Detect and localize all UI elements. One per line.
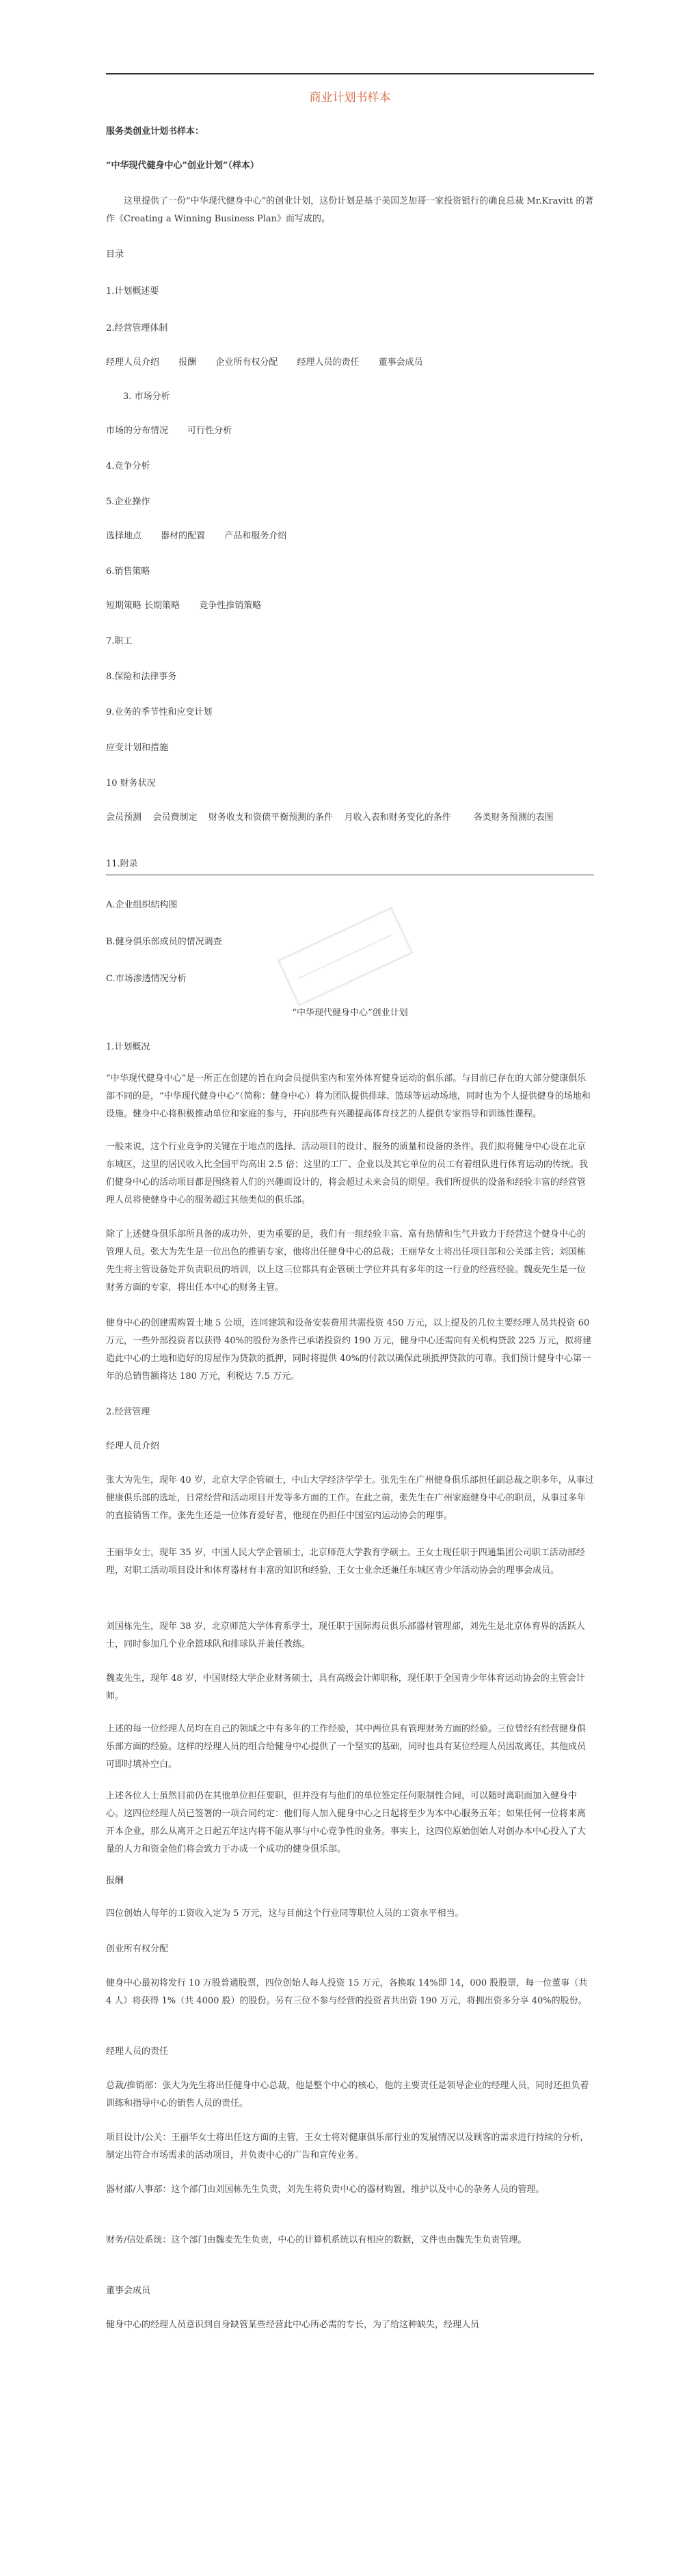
paragraph: 刘国栋先生，现年 38 岁，北京师范大学体育系学士，现任职于国际海员俱乐部器材管理部，刘先生是北京体育界的活跃人士，同时参加几个业余篮球队和排球队并兼任教练。 — [106, 1621, 585, 1649]
toc-sub-item: 选择地点 — [106, 531, 142, 541]
toc-item: 3. 市场分析 — [123, 392, 170, 402]
subsection-heading: 创业所有权分配 — [106, 1944, 169, 1954]
paragraph: 张大为先生，现年 40 岁，北京大学企管硕士，中山大学经济学学士。张先生在广州健身俱乐部担任副总裁之职多年，从事过健康俱乐部的选址，日常经营和活动项目开发等多方面的工作。在此之前，张先生在广州家庭健身中心的职员，从事过多年的直接销售工作。张先生还是一位体育爱好者，他现在仍担任中国室内运动协会的理事。 — [106, 1475, 594, 1521]
toc-item: 5.企业操作 — [106, 497, 150, 507]
paragraph: 健身中心最初将发行 10 万股普通股票，四位创始人每人投资 15 万元，各换取 14%即 14，000 股股票，每一位董事（共 4 人）将获得 1%（共 4000 股）的股份。另有三位不参与经营的投资者共出资 190 万元，将拥出资多分享 40%的股份。 — [106, 1978, 588, 2006]
paragraph: 魏麦先生，现年 48 岁，中国财经大学企业财务硕士，具有高级会计师职称，现任职于全国青少年体育运动协会的主管会计师。 — [106, 1673, 585, 1701]
doc-title: 商业计划书样本 — [309, 91, 391, 105]
watermark-stamp — [275, 905, 416, 1009]
toc-sub-item: 可行性分析 — [187, 426, 232, 436]
paragraph: 王丽华女士，现年 35 岁，中国人民大学企管硕士，北京师范大学教育学硕士。王女士现任职于四通集团公司职工活动部经理，对职工活动项目设计和体育器材有丰富的知识和经验，王女士业余还兼任东城区青少年活动协会的理事会成员。 — [106, 1548, 585, 1576]
appendix-item: A.企业组织结构图 — [106, 900, 178, 910]
toc-label: 目录 — [106, 249, 124, 260]
toc-sub-item: 报酬 — [178, 357, 197, 368]
toc-sub-item: 企业所有权分配 — [215, 357, 278, 368]
toc-item: 8.保险和法律事务 — [106, 672, 177, 682]
doc-subtitle: 服务类创业计划书样本： — [106, 126, 204, 137]
toc-sub-item: 器材的配置 — [161, 531, 206, 541]
toc-item: 7.职工 — [106, 636, 133, 646]
subsection-heading: 经理人员的责任 — [106, 2046, 169, 2057]
paragraph: “中华现代健身中心”是一所正在创建的旨在向会员提供室内和室外体育健身运动的俱乐部。与目前已存在的大部分健康俱乐部不同的是，“中华现代健身中心”（简称：健身中心）将为团队提供排球、篮球等运动场地，同时也为个人提供健身的场地和设施。健身中心将积极推动单位和家庭的参与，并向那些有兴趣提高体育技艺的人提供专家指导和训练性课程。 — [106, 1073, 591, 1119]
toc-sub-item: 经理人员的责任 — [297, 357, 360, 368]
paragraph: 健身中心的经理人员意识到自身缺管某些经营此中心所必需的专长，为了给这种缺失，经理人员 — [106, 2320, 480, 2330]
section-heading: 2.经营管理 — [106, 1407, 150, 1417]
intro-paragraph: 这里提供了一份“中华现代健身中心”的创业计划，这份计划是基于美国芝加哥一家投资银行的确良总裁 Mr.Kravitt 的著作《Creating a Winning Business Plan》而写成的。 — [106, 196, 594, 224]
subsection-heading: 经理人员介绍 — [106, 1441, 160, 1451]
paragraph: 器材部/人事部：这个部门由刘国栋先生负责，刘先生将负责中心的器材购置，维护以及中心的杂务人员的管理。 — [106, 2184, 545, 2195]
toc-sub-item: 市场的分布情况 — [106, 426, 169, 436]
toc-item: 11.附录 — [106, 859, 138, 869]
plan-title: “中华现代健身中心”创业计划”（样本） — [106, 161, 259, 171]
toc-sub-item: 董事会成员 — [378, 357, 423, 368]
toc-item: 2.经营管理体制 — [106, 323, 168, 333]
paragraph: 财务/信处系统：这个部门由魏麦先生负责，中心的计算机系统以有相应的数据，文件也由魏先生负责管理。 — [106, 2235, 527, 2245]
appendix-item: B.健身俱乐部成员的情况调查 — [106, 937, 222, 947]
toc-sub-item: 产品和服务介绍 — [224, 531, 287, 541]
toc-item: 10 财务状况 — [106, 778, 156, 789]
paragraph: 上述的每一位经理人员均在自己的领域之中有多年的工作经验，其中两位具有管理财务方面的经验。三位曾经有经营健身俱乐部方面的经验。这样的经理人员的组合给健身中心提供了一个坚实的基础，同时也具有某位经理人员因故离任，其他成员可即时填补空白。 — [106, 1724, 587, 1770]
toc-sub-row — [106, 421, 594, 441]
paragraph: 除了上述健身俱乐部所具备的成功外，更为重要的是，我们有一组经验丰富、富有热情和生气并致力于经营这个健身中心的管理人员。张大为先生是一位出色的推销专家，他将出任健身中心的总裁；王丽华女士将出任项目部和公关部主管；刘国栋先生将主管设备处并负责职员的培训，以上这三位都具有企管硕士学位并具有多年的这一行业的经营经验。魏麦先生是一位财务方面的专家，将出任本中心的财务主管。 — [106, 1229, 587, 1293]
toc-item: 9.业务的季节性和应变计划 — [106, 707, 213, 717]
toc-sub-item: 竞争性推销策略 — [199, 601, 262, 611]
toc-item: 4.竞争分析 — [106, 461, 150, 471]
subsection-heading: 报酬 — [106, 1876, 124, 1886]
paragraph: 健身中心的创建需购置土地 5 公顷，连同建筑和设备安装费用共需投资 450 万元，以上提及的几位主要经理人员共投资 60 万元，一些外部投资者以获得 40%的股份为条件已承诺投资约 190 万元，健身中心还需向有关机构贷款 225 万元，拟将建造此中心的土地和造好的房屋作为贷款的抵押，同时将提供 40%的付款以确保此项抵押贷款的可靠。我们预计健身中心第一年的总销售额将达 180 万元，利税达 7.5 万元。 — [106, 1318, 592, 1382]
paragraph: 一般来说，这个行业竞争的关键在于地点的选择、活动项目的设计、服务的质量和设备的条件。我们拟将健身中心设在北京东城区，这里的居民收入比全国平均高出 2.5 倍；这里的工厂、企业以及其它单位的员工有着组队进行体育运动的传统。我们健身中心的活动项目都是围绕着人们的兴趣而设计的，将会超过未来会员的期望。我们所提供的设备和经验丰富的经营管理人员将使健身中心的服务超过其他类似的俱乐部。 — [106, 1142, 588, 1205]
section-heading: 1.计划概况 — [106, 1042, 150, 1052]
subsection-heading: 董事会成员 — [106, 2286, 151, 2296]
section-title: “中华现代健身中心”创业计划 — [292, 1008, 408, 1018]
appendix-item: C.市场渗透情况分析 — [106, 974, 187, 984]
toc-sub-row: 会员预测 会员费制定 财务收支和资债平衡预测的条件 月收入表和财务变化的条件 各类财务预测的表图 — [106, 812, 554, 823]
toc-item: 6.销售策略 — [106, 566, 150, 577]
toc-sub-item: 经理人员介绍 — [106, 357, 160, 368]
toc-item: 1.计划概述要 — [106, 286, 159, 297]
paragraph: 项目设计/公关：王丽华女士将出任这方面的主管，王女士将对健康俱乐部行业的发展情况以及顾客的需求进行持续的分析，制定出符合市场需求的活动项目，并负责中心的广告和宣传业务。 — [106, 2133, 589, 2161]
toc-sub-row — [106, 596, 594, 616]
paragraph: 上述各位人士虽然目前仍在其他单位担任要职，但并没有与他们的单位签定任何限制性合同，可以随时离职而加入健身中心。这四位经理人员已签署的一项合同约定：他们每人加入健身中心之日起将至少为本中心服务五年；如果任何一位将来离开本企业，那么从离开之日起五年这内将不能从事与中心竞争性的业务。事实上，这四位原始创始人对创办本中心投入了大量的人力和资金他们将会致力于办成一个成功的健身俱乐部。 — [106, 1791, 587, 1854]
paragraph: 总裁/推销部：张大为先生将出任健身中心总裁，他是整个中心的核心，他的主要责任是领导企业的经理人员，同时还担负着训练和指导中心的销售人员的责任。 — [106, 2081, 589, 2109]
toc-sub-row — [106, 526, 594, 547]
top-rule — [106, 73, 594, 74]
toc-sub-row — [106, 353, 594, 373]
toc-item: 应变计划和措施 — [106, 743, 169, 753]
toc-sub-item: 短期策略 长期策略 — [106, 601, 180, 611]
paragraph: 四位创始人每年的工资收入定为 5 万元，这与目前这个行业同等职位人员的工资水平相当。 — [106, 1908, 464, 1919]
